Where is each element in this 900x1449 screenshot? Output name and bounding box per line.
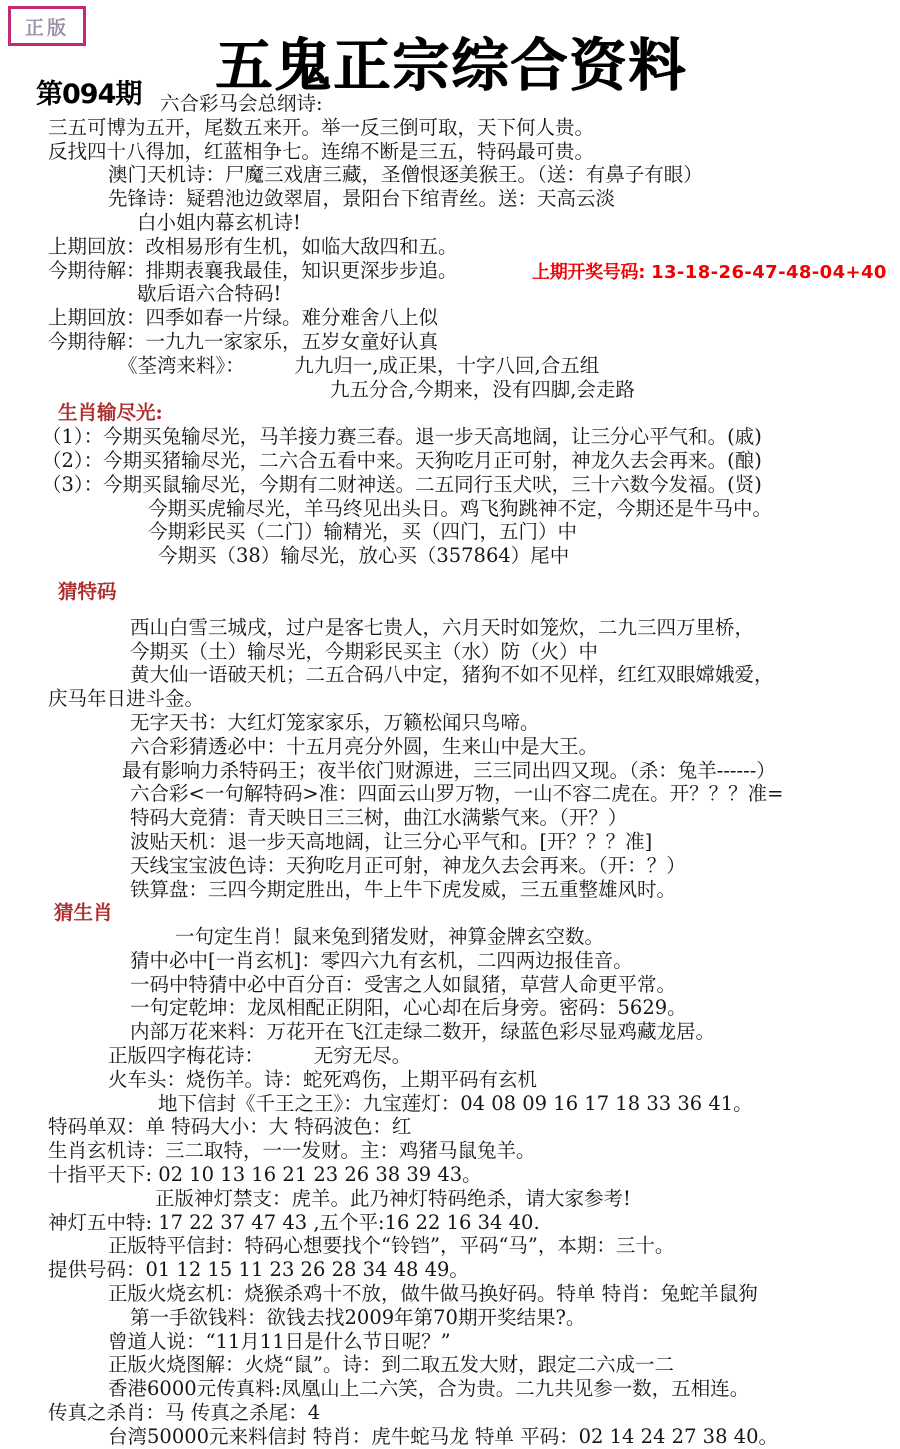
last-draw-label: 上期开奖号码: bbox=[532, 262, 646, 283]
text-line: 一码中特猜中必中百分百：受害之人如鼠猪，草营人命更平常。 bbox=[130, 972, 677, 996]
text-line: 无字天书：大红灯笼家家乐，万籁松闻只鸟啼。 bbox=[130, 710, 540, 734]
section-heading: 生肖输尽光: bbox=[58, 401, 163, 425]
text-line: 正版火烧图解：火烧“鼠”。诗：到二取五发大财，跟定二六成一二 bbox=[108, 1353, 674, 1377]
section-heading: 猜生肖 bbox=[54, 901, 113, 925]
text-line: 今期待解：一九九一家家乐，五岁女童好认真 bbox=[48, 329, 439, 353]
text-line: 先锋诗：疑碧池边敛翠眉，景阳台下绾青丝。送：天高云淡 bbox=[108, 187, 616, 211]
text-line: 正版火烧玄机：烧猴杀鸡十不放，做牛做马换好码。特单 特肖：兔蛇羊鼠狗 bbox=[108, 1282, 758, 1306]
text-line: （3）：今期买鼠输尽光，今期有二财神送。二五同行玉犬吠，三十六数今发福。(贤) bbox=[42, 472, 762, 496]
text-line: 猜中必中[一肖玄机]：零四六九有玄机，二四两边报佳音。 bbox=[130, 948, 633, 972]
text-line: （2）：今期买猪输尽光，二六合五看中来。天狗吃月正可射，神龙久去会再来。(酿) bbox=[42, 448, 762, 472]
text-line: 一句定生肖！鼠来兔到猪发财，神算金牌玄空数。 bbox=[175, 925, 605, 949]
text-line: 今期买（土）输尽光，今期彩民买主（水）防（火）中 bbox=[130, 639, 599, 663]
text-line: 提供号码：01 12 15 11 23 26 28 34 48 49。 bbox=[48, 1258, 469, 1282]
issue-number: 第094期 bbox=[36, 79, 142, 110]
text-line: 西山白雪三城戌，过户是客七贵人，六月天时如笼炊，二九三四万里桥， bbox=[130, 615, 755, 639]
text-line: 澳门天机诗：尸魔三戏唐三藏，圣僧恨逐美猴王。（送：有鼻子有眼） bbox=[108, 163, 703, 187]
text-line: 特码大竞猜：青天映日三三树，曲江水满紫气来。（开？） bbox=[130, 806, 628, 830]
text-line: 正版四字梅花诗： 无穷无尽。 bbox=[108, 1044, 412, 1068]
document-body bbox=[0, 92, 900, 1449]
text-line: 上期回放：四季如春一片绿。难分难舍八上似 bbox=[48, 306, 439, 330]
text-line: 波贴天机：退一步天高地阔，让三分心平气和。[开？？？准] bbox=[130, 829, 653, 853]
text-line: 内部万花来料：万花开在飞江走绿二数开，绿蓝色彩尽显鸡藏龙居。 bbox=[130, 1020, 716, 1044]
text-line: 庆马年日进斗金。 bbox=[48, 687, 205, 711]
text-line: 正版特平信封：特码心想要找个“铃铛”，平码“马”，本期：三十。 bbox=[108, 1234, 675, 1258]
paragraph-spacer bbox=[0, 568, 900, 580]
text-line: 特码单双：单 特码大小：大 特码波色：红 bbox=[48, 1115, 412, 1139]
text-line: 六合彩马会总纲诗: bbox=[160, 92, 323, 115]
text-line: 九五分合,今期来，没有四脚,会走路 bbox=[330, 377, 635, 401]
text-line: 六合彩猜透必中：十五月亮分外圆，生来山中是大王。 bbox=[130, 734, 599, 758]
text-line: 今期待解：排期表襄我最佳，知识更深步步追。 bbox=[48, 258, 458, 282]
text-line: 传真之杀肖：马 传真之杀尾：4 bbox=[48, 1401, 321, 1425]
text-line: 三五可博为五开，尾数五来开。举一反三倒可取，天下何人贵。 bbox=[48, 115, 595, 139]
text-line: 正版神灯禁支：虎羊。此乃神灯特码绝杀，请大家参考! bbox=[155, 1186, 631, 1210]
page-title: 五鬼正宗综合资料 bbox=[215, 32, 687, 99]
paragraph-spacer bbox=[0, 604, 900, 616]
text-line: 火车头：烧伤羊。诗：蛇死鸡伤，上期平码有玄机 bbox=[108, 1067, 538, 1091]
last-draw-numbers: 13-18-26-47-48-04+40 bbox=[651, 262, 887, 283]
text-line: 《荃湾来料》： 九九归一,成正果，十字八回,合五组 bbox=[118, 353, 600, 377]
text-line: 生肖玄机诗：三二取特，一一发财。主：鸡猪马鼠兔羊。 bbox=[48, 1139, 536, 1163]
text-line: 地下信封《千王之王》：九宝莲灯：04 08 09 16 17 18 33 36 41。 bbox=[158, 1091, 753, 1115]
text-line: 今期买虎输尽光，羊马终见出头日。鸡飞狗跳神不定，今期还是牛马中。 bbox=[148, 496, 773, 520]
text-line: 香港6000元传真料:凤凰山上二六笑，合为贵。二九共见参一数，五相连。 bbox=[108, 1377, 750, 1401]
text-line: 歇后语六合特码! bbox=[137, 282, 282, 306]
text-line: 反找四十八得加，红蓝相争七。连绵不断是三五，特码最可贵。 bbox=[48, 139, 595, 163]
text-line: 上期回放：改相易形有生机，如临大敌四和五。 bbox=[48, 234, 458, 258]
text-line: 十指平天下: 02 10 13 16 21 23 26 38 39 43。 bbox=[48, 1163, 482, 1187]
text-line: 白小姐内幕玄机诗! bbox=[137, 210, 301, 234]
text-line: 天线宝宝波色诗：天狗吃月正可射，神龙久去会再来。（开：？） bbox=[130, 853, 686, 877]
text-line: 黄大仙一语破天机；二五合码八中定，猪狗不如不见样，红红双眼嫦娥爱， bbox=[130, 663, 774, 687]
text-line: 第一手欲钱料：欲钱去找2009年第70期开奖结果?。 bbox=[130, 1305, 586, 1329]
zhengban-badge: 正版 bbox=[8, 6, 86, 46]
text-line: （1）：今期买兔输尽光，马羊接力赛三春。退一步天高地阔，让三分心平气和。(戚) bbox=[42, 425, 762, 449]
text-line: 曾道人说：“11月11日是什么节日呢？” bbox=[108, 1329, 451, 1353]
text-line: 今期彩民买（二门）输精光，买（四门，五门）中 bbox=[148, 520, 578, 544]
text-line: 铁算盘：三四今期定胜出，牛上牛下虎发威，三五重整雄风时。 bbox=[130, 877, 677, 901]
text-line: 台湾50000元来料信封 特肖：虎牛蛇马龙 特单 平码：02 14 24 27 38 40。 bbox=[108, 1424, 778, 1448]
text-line: 神灯五中特: 17 22 37 47 43 ,五个平:16 22 16 34 40. bbox=[48, 1210, 540, 1234]
text-line: 六合彩<一句解特码>准：四面云山罗万物，一山不容二虎在。开？？？准= bbox=[130, 782, 784, 806]
text-line: 今期买（38）输尽光，放心买（357864）尾中 bbox=[158, 544, 570, 568]
text-line: 一句定乾坤：龙凤相配正阴阳，心心却在后身旁。密码：5629。 bbox=[130, 996, 687, 1020]
section-heading: 猜特码 bbox=[58, 579, 117, 603]
text-line: 最有影响力杀特码王；夜半依门财源进，三三同出四又现。（杀：兔羊------） bbox=[122, 758, 776, 782]
